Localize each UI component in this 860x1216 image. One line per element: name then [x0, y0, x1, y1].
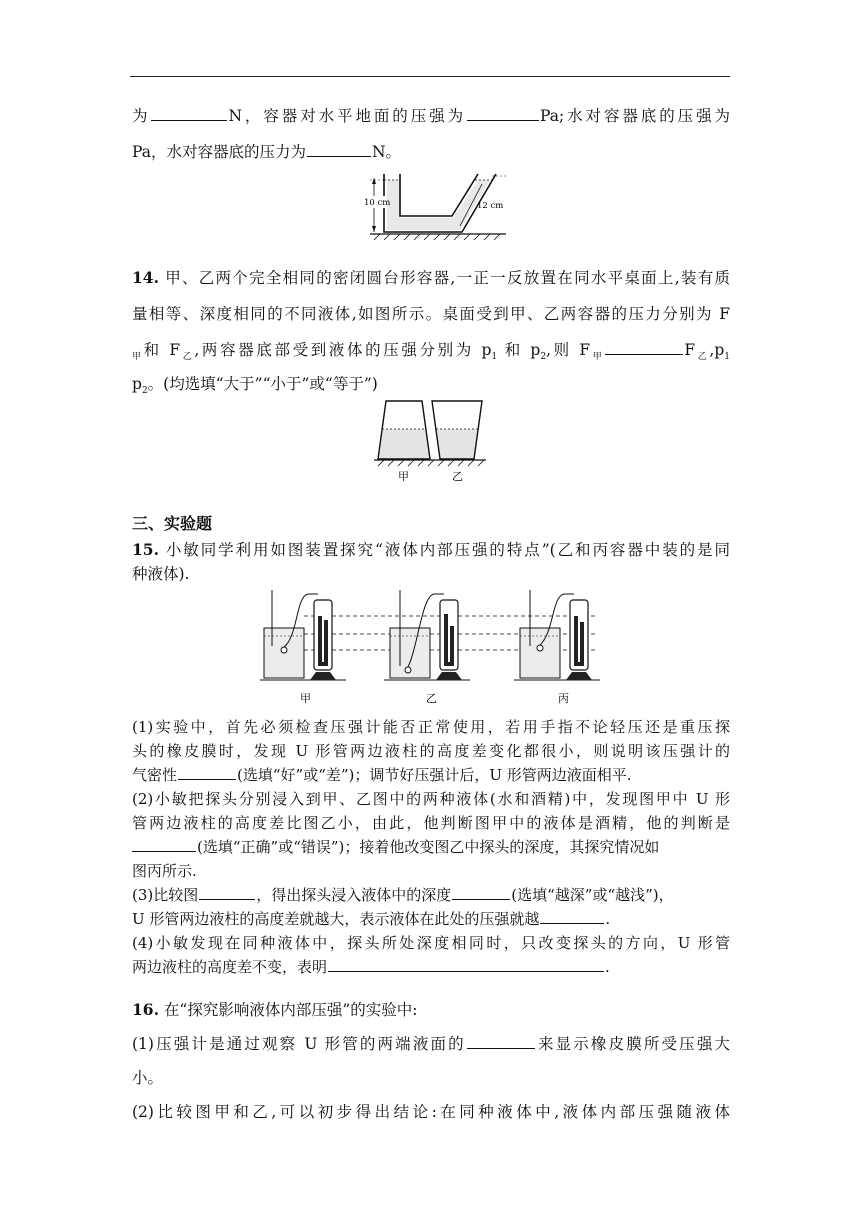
q16-line-1: 16. 在“探究影响液体内部压强”的实验中: [132, 1000, 418, 1019]
q14-line-2: 量相等、深度相同的不同液体,如图所示。桌面受到甲、乙两容器的压力分别为 F [132, 305, 730, 323]
q15-part2-line-2: 管两边液柱的高度差比图乙小，由此，他判断图甲中的液体是酒精，他的判断是 [132, 814, 730, 832]
q14-line-4: $p_2$。(均选填“大于”“小于”或“等于”) [132, 375, 378, 397]
figure-label-yi: 乙 [452, 470, 463, 482]
figure-label-yi: 乙 [426, 692, 437, 705]
q16-line-3: 小。 [132, 1069, 164, 1087]
q13-container-figure [360, 168, 510, 240]
answer-blank[interactable] [307, 142, 371, 157]
q16-line-4: (2)比较图甲和乙,可以初步得出结论:在同种液体中,液体内部压强随液体 [132, 1103, 730, 1121]
q15-part3-line-1: (3)比较图 ，得出探头浸入液体中的深度 (选填“越深”或“越浅”)， [132, 886, 674, 904]
q14-line-3: $_甲$和 $F_乙$,两容器底部受到液体的压强分别为 $p_1$ 和 $p_2$,则 $F_甲$ $F_乙,p_1$ [132, 341, 731, 363]
q13-line-2: Pa，水对容器底的压力为 N。 [132, 143, 402, 161]
answer-blank[interactable] [605, 340, 683, 355]
q15-part4-line-2: 两边液柱的高度差不变，表明 . [132, 958, 610, 976]
figure-label-jia: 甲 [300, 692, 311, 705]
q15-part1-line-3: 气密性 (选填“好”或“差”)；调节好压强计后，U 形管两边液面相平. [132, 766, 632, 784]
q15-part2-line-3: (选填“正确”或“错误”)；接着他改变图乙中探头的深度，其探究情况如 [132, 836, 730, 857]
answer-blank[interactable] [467, 106, 539, 121]
q16-line-2: (1)压强计是通过观察 U 形管的两端液面的 来显示橡皮膜所受压强大 [132, 1035, 730, 1053]
q15-line-2: 种液体). [132, 565, 190, 583]
q15-pressure-gauge-figure [258, 586, 604, 710]
dimension-label-12cm: 12 cm [477, 201, 504, 211]
q15-part1-line-2: 头的橡皮膜时，发现 U 形管两边液柱的高度差变化都很小，则说明该压强计的 [132, 742, 730, 760]
q13-line-1: 为 N，容器对水平地面的压强为 Pa;水对容器底的压强为 [132, 107, 730, 125]
answer-blank[interactable] [467, 1034, 535, 1049]
answer-blank[interactable] [132, 837, 196, 852]
figure-label-bing: 丙 [558, 692, 569, 705]
header-rule [130, 76, 730, 77]
q14-containers-figure [372, 398, 488, 482]
q15-part2-line-4: 图丙所示. [132, 862, 197, 880]
q15-part3-line-2: U 形管两边液柱的高度差就越大，表示液体在此处的压强就越 . [132, 910, 611, 928]
q14-line-1: 14. 甲、乙两个完全相同的密闭圆台形容器,一正一反放置在同水平桌面上,装有质 [132, 268, 731, 287]
answer-blank[interactable] [178, 765, 236, 780]
answer-blank[interactable] [151, 106, 227, 121]
apparatus-bing [514, 590, 600, 705]
answer-blank[interactable] [199, 885, 255, 900]
apparatus-yi [384, 590, 470, 705]
figure-label-jia: 甲 [398, 470, 409, 482]
answer-blank[interactable] [452, 885, 510, 900]
q15-line-1: 15. 小敏同学利用如图装置探究“液体内部压强的特点”(乙和丙容器中装的是同 [132, 540, 730, 559]
q15-part4-line-1: (4)小敏发现在同种液体中，探头所处深度相同时，只改变探头的方向，U 形管 [132, 934, 730, 952]
answer-blank[interactable] [540, 909, 604, 924]
apparatus-jia [260, 590, 346, 705]
q15-part1-line-1: (1)实验中，首先必须检查压强计能否正常使用，若用手指不论轻压还是重压探 [132, 718, 730, 736]
section-heading: 三、实验题 [132, 514, 213, 533]
answer-blank[interactable] [328, 957, 604, 972]
q15-part2-line-1: (2)小敏把探头分别浸入到甲、乙图中的两种液体(水和酒精)中，发现图甲中 U 形 [132, 790, 730, 808]
dimension-label-10cm: 10 cm [364, 198, 391, 208]
